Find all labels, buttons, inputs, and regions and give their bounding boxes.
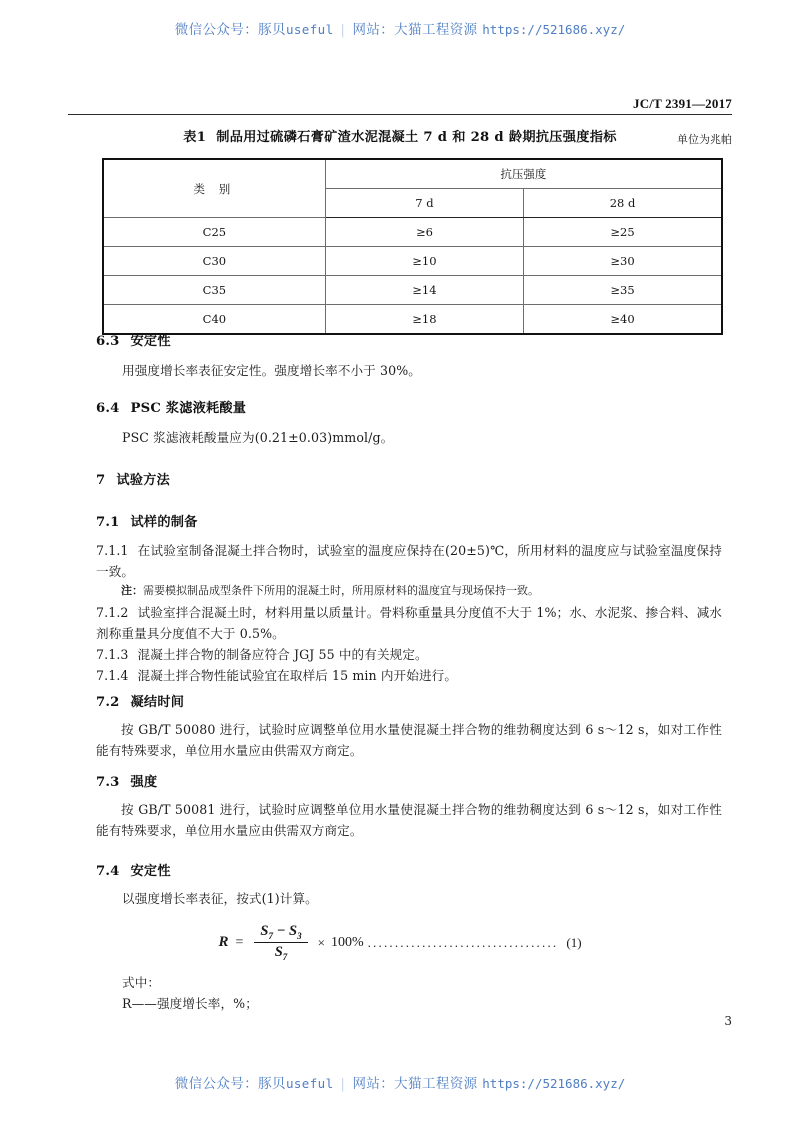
watermark-site-label: 网站：	[352, 22, 395, 38]
watermark-wechat-name-cn: 豚贝	[258, 22, 286, 38]
watermark-url: https://521686.xyz/	[482, 22, 626, 37]
formula-1	[218, 922, 581, 963]
heading-7-3-title: 强度	[130, 775, 158, 790]
note-7-1-1	[96, 582, 722, 599]
table-header-group: 抗压强度	[325, 159, 722, 189]
paragraph-7-1-3-text: 混凝土拌合物的制备应符合 JGJ 55 中的有关规定。	[137, 647, 428, 662]
heading-6-3-title: 安定性	[130, 334, 171, 349]
table-row	[103, 218, 722, 247]
table-cell-7d: ≥6	[325, 218, 523, 247]
paragraph-7-3: 按 GB/T 50081 进行，试验时应调整单位用水量使混凝土拌合物的维勃稠度达到 6 s～12 s，如对工作性能有特殊要求，单位用水量应由供需双方商定。	[96, 802, 722, 838]
formula-leader-dots: ...................................	[367, 934, 559, 950]
running-head-standard-number: JC/T 2391—2017	[633, 96, 732, 111]
heading-7-2-title: 凝结时间	[130, 695, 185, 710]
compressive-strength-table	[102, 158, 723, 335]
watermark-top	[0, 18, 800, 38]
heading-7-1-index: 7.1	[96, 515, 120, 530]
formula-denominator	[269, 943, 294, 963]
paragraph-7-1-4	[96, 665, 722, 686]
heading-7-4-title: 安定性	[130, 864, 171, 879]
table-header-row-1	[103, 159, 722, 189]
table-caption-number: 表1	[183, 130, 207, 145]
formula-times: ×	[317, 934, 325, 950]
heading-7-1	[96, 511, 197, 530]
watermark-wechat-name-cn: 豚贝	[258, 1076, 286, 1092]
paragraph-7-1-2	[96, 602, 722, 644]
table-cell-category: C40	[103, 305, 325, 335]
heading-6-4-index: 6.4	[96, 401, 120, 416]
table-caption	[183, 126, 616, 145]
paragraph-7-1-1-text: 在试验室制备混凝土拌合物时，试验室的温度应保持在(20±5)℃，所用材料的温度应与试验室温度保持一致。	[96, 543, 722, 579]
formula-1-row	[68, 922, 732, 963]
paragraph-7-2: 按 GB/T 50080 进行，试验时应调整单位用水量使混凝土拌合物的维勃稠度达到 6 s～12 s，如对工作性能有特殊要求，单位用水量应由供需双方商定。	[96, 722, 722, 758]
table-cell-category: C30	[103, 247, 325, 276]
table-header-col-7d: 7 d	[325, 189, 523, 218]
formula-numerator-a: S	[260, 923, 269, 939]
formula-lhs: R	[218, 934, 229, 951]
table-cell-28d: ≥25	[524, 218, 722, 247]
paragraph-7-1-4-text: 混凝土拌合物性能试验宜在取样后 15 min 内开始进行。	[137, 668, 458, 683]
table-cell-category: C25	[103, 218, 325, 247]
table-header-category: 类 别	[103, 159, 325, 218]
paragraph-7-1-2-text: 试验室拌合混凝土时，材料用量以质量计。骨料称重量具分度值不大于 1%；水、水泥浆、掺合料、减水剂称重量具分度值不大于 0.5%。	[96, 605, 722, 641]
watermark-site-label: 网站：	[352, 1076, 395, 1092]
table-units-note: 单位为兆帕	[677, 133, 732, 146]
paragraph-7-1-3	[96, 644, 722, 665]
page-number: 3	[724, 1014, 732, 1028]
heading-7-title: 试验方法	[116, 473, 170, 488]
heading-7-2	[96, 691, 184, 710]
watermark-wechat-name-en: useful	[285, 22, 334, 37]
watermark-site-name: 大猫工程资源	[394, 22, 478, 38]
formula-numerator-b-sub: 3	[297, 930, 302, 941]
watermark-wechat-label: 微信公众号：	[174, 1076, 259, 1092]
heading-7-2-index: 7.2	[96, 695, 120, 710]
note-text: 需要模拟制品成型条件下所用的混凝土时，所用原材料的温度宜与现场保持一致。	[143, 584, 539, 597]
heading-6-4-title: PSC 浆滤液耗酸量	[130, 401, 247, 416]
table-block	[68, 126, 732, 335]
paragraph-7-1-1-index: 7.1.1	[96, 543, 129, 558]
formula-numerator-a-sub: 7	[268, 930, 273, 941]
table-cell-7d: ≥10	[325, 247, 523, 276]
formula-equals: =	[235, 934, 244, 950]
table-caption-row	[68, 126, 732, 148]
paragraph-7-1-3-index: 7.1.3	[96, 647, 129, 662]
paragraph-6-3: 用强度增长率表征安定性。强度增长率不小于 30%。	[122, 363, 421, 378]
table-cell-category: C35	[103, 276, 325, 305]
table-header-col-28d: 28 d	[524, 189, 722, 218]
formula-hundred-percent: 100%	[330, 934, 364, 950]
watermark-bottom	[0, 1072, 800, 1092]
heading-7-3-index: 7.3	[96, 775, 120, 790]
table-cell-28d: ≥35	[524, 276, 722, 305]
watermark-separator: |	[340, 22, 346, 38]
formula-numerator	[254, 922, 307, 942]
paragraph-7-1-2-index: 7.1.2	[96, 605, 129, 620]
watermark-wechat-label: 微信公众号：	[174, 22, 259, 38]
heading-6-3-index: 6.3	[96, 334, 120, 349]
table-caption-text: 制品用过硫磷石膏矿渣水泥混凝土 7 d 和 28 d 龄期抗压强度指标	[216, 130, 617, 145]
table-row	[103, 276, 722, 305]
where-label: 式中：	[122, 975, 161, 990]
where-item-r: R——强度增长率，%；	[122, 996, 258, 1011]
heading-7	[96, 469, 170, 488]
heading-6-4	[96, 397, 246, 416]
heading-7-3	[96, 771, 157, 790]
watermark-separator: |	[340, 1076, 346, 1092]
table-row	[103, 305, 722, 335]
table-cell-28d: ≥30	[524, 247, 722, 276]
table-cell-28d: ≥40	[524, 305, 722, 335]
paragraph-7-4: 以强度增长率表征，按式(1)计算。	[122, 891, 318, 906]
table-cell-7d: ≥18	[325, 305, 523, 335]
heading-7-4-index: 7.4	[96, 864, 120, 879]
header-rule	[68, 114, 732, 115]
heading-7-4	[96, 860, 171, 879]
formula-numerator-b: S	[289, 923, 298, 939]
paragraph-6-4: PSC 浆滤液耗酸量应为(0.21±0.03)mmol/g。	[122, 430, 394, 445]
paragraph-7-1-1	[96, 540, 722, 582]
watermark-site-name: 大猫工程资源	[394, 1076, 478, 1092]
formula-denominator-sub: 7	[282, 952, 288, 963]
formula-fraction	[254, 922, 307, 963]
formula-denominator-var: S	[274, 944, 283, 961]
formula-minus: −	[276, 923, 286, 939]
formula-number: (1)	[566, 934, 582, 950]
heading-7-index: 7	[96, 473, 106, 488]
table-cell-7d: ≥14	[325, 276, 523, 305]
paragraph-7-1-4-index: 7.1.4	[96, 668, 129, 683]
table-row	[103, 247, 722, 276]
heading-7-1-title: 试样的制备	[130, 515, 198, 530]
heading-6-3	[96, 330, 171, 349]
watermark-url: https://521686.xyz/	[482, 1076, 626, 1091]
watermark-wechat-name-en: useful	[285, 1076, 334, 1091]
note-label: 注：	[121, 584, 143, 597]
